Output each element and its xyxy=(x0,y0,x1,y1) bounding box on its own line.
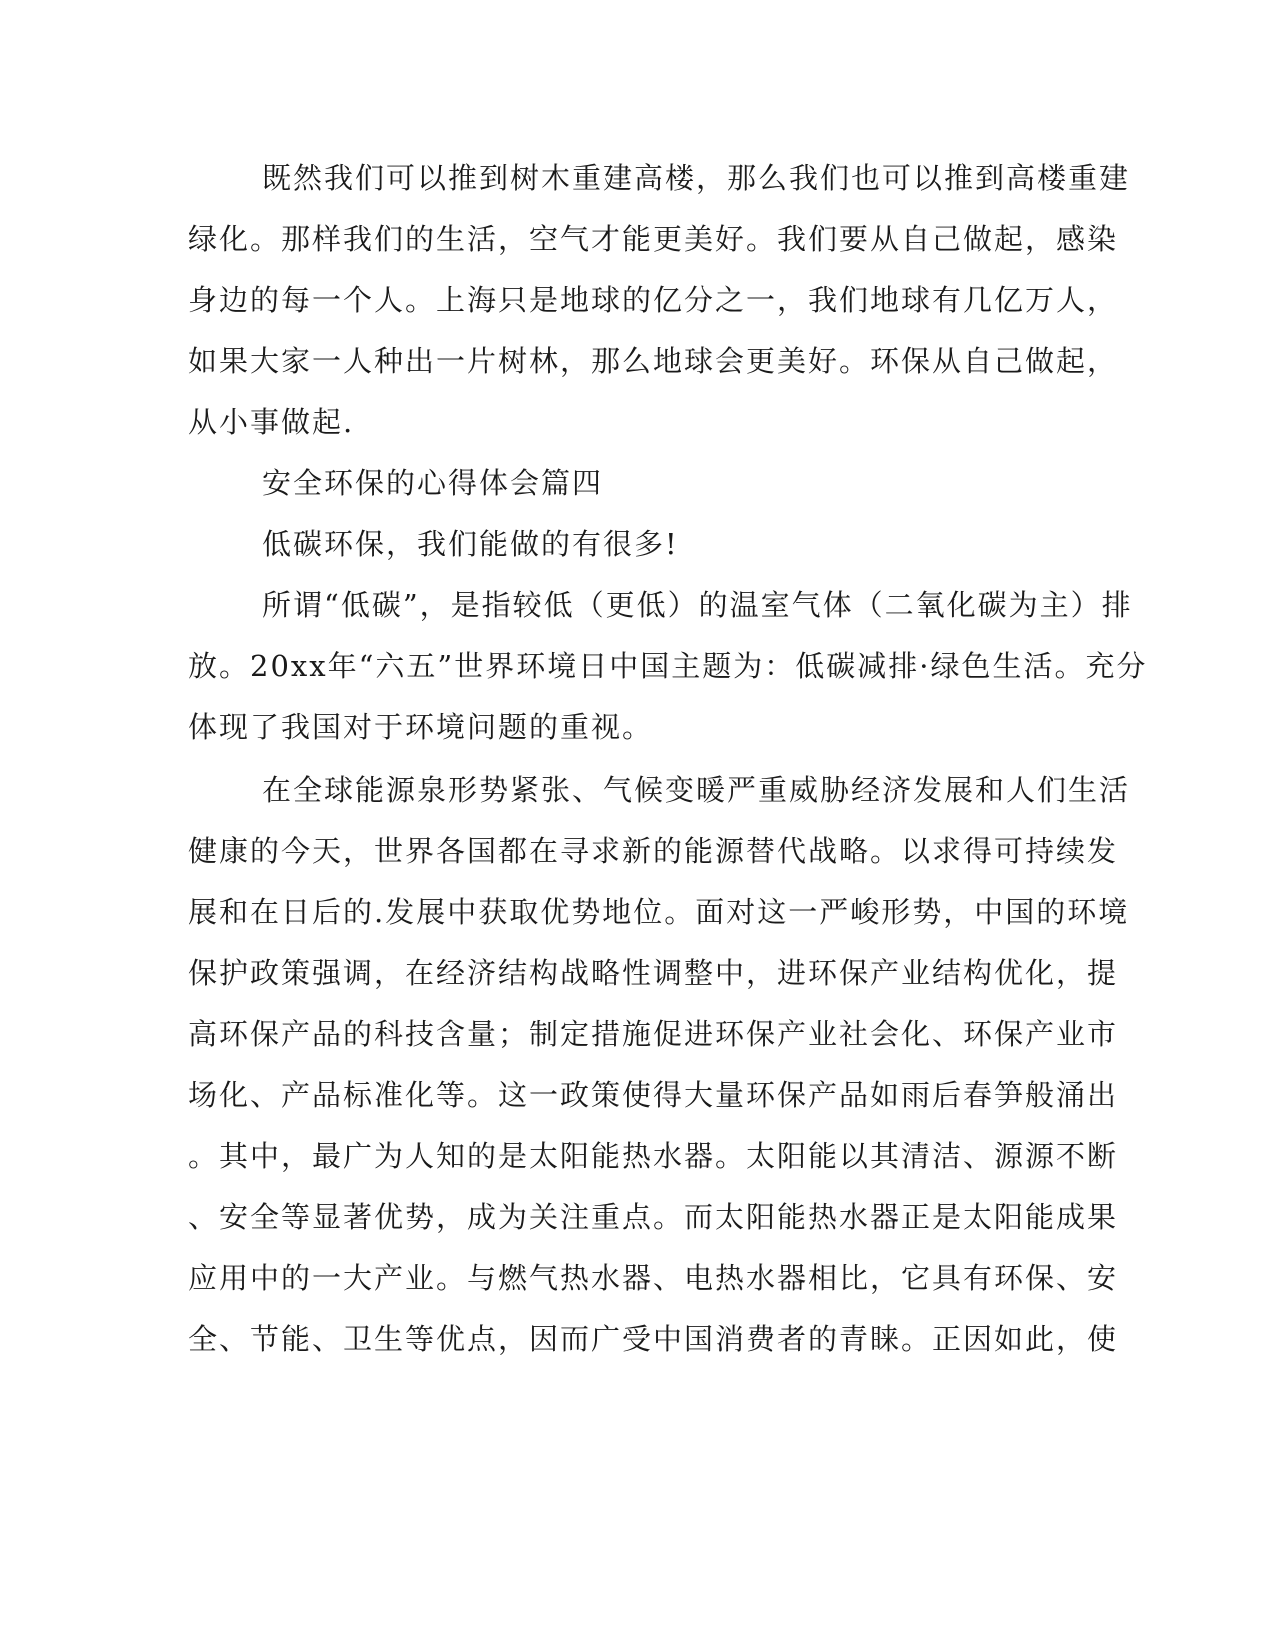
paragraph-line: 全、节能、卫生等优点，因而广受中国消费者的青睐。正因如此，使 xyxy=(188,1322,1119,1356)
paragraph-line: 既然我们可以推到树木重建高楼，那么我们也可以推到高楼重建 xyxy=(262,161,1131,195)
paragraph-line: 。其中，最广为人知的是太阳能热水器。太阳能以其清洁、源源不断 xyxy=(188,1139,1119,1173)
paragraph-line: 身边的每一个人。上海只是地球的亿分之一，我们地球有几亿万人， xyxy=(188,283,1119,317)
paragraph-line: 高环保产品的科技含量；制定措施促进环保产业社会化、环保产业市 xyxy=(188,1017,1119,1051)
subheading: 低碳环保，我们能做的有很多! xyxy=(262,527,679,561)
paragraph-line: 健康的今天，世界各国都在寻求新的能源替代战略。以求得可持续发 xyxy=(188,834,1119,868)
paragraph-line: 从小事做起. xyxy=(188,405,355,439)
paragraph-line: 放。20xx年“六五”世界环境日中国主题为：低碳减排·绿色生活。充分 xyxy=(188,649,1148,683)
section-heading: 安全环保的心得体会篇四 xyxy=(262,466,604,500)
paragraph-line: 场化、产品标准化等。这一政策使得大量环保产品如雨后春笋般涌出 xyxy=(188,1078,1119,1112)
paragraph-line: 绿化。那样我们的生活，空气才能更美好。我们要从自己做起，感染 xyxy=(188,222,1119,256)
paragraph-line: 保护政策强调，在经济结构战略性调整中，进环保产业结构优化，提 xyxy=(188,956,1119,990)
paragraph-line: 如果大家一人种出一片树林，那么地球会更美好。环保从自己做起， xyxy=(188,344,1119,378)
paragraph-line: 应用中的一大产业。与燃气热水器、电热水器相比，它具有环保、安 xyxy=(188,1261,1119,1295)
paragraph-line: 、安全等显著优势，成为关注重点。而太阳能热水器正是太阳能成果 xyxy=(188,1200,1119,1234)
paragraph-line: 展和在日后的.发展中获取优势地位。面对这一严峻形势，中国的环境 xyxy=(188,895,1130,929)
paragraph-line: 体现了我国对于环境问题的重视。 xyxy=(188,710,654,744)
paragraph-line: 所谓“低碳”，是指较低（更低）的温室气体（二氧化碳为主）排 xyxy=(262,588,1133,622)
paragraph-line: 在全球能源泉形势紧张、气候变暖严重威胁经济发展和人们生活 xyxy=(262,773,1131,807)
